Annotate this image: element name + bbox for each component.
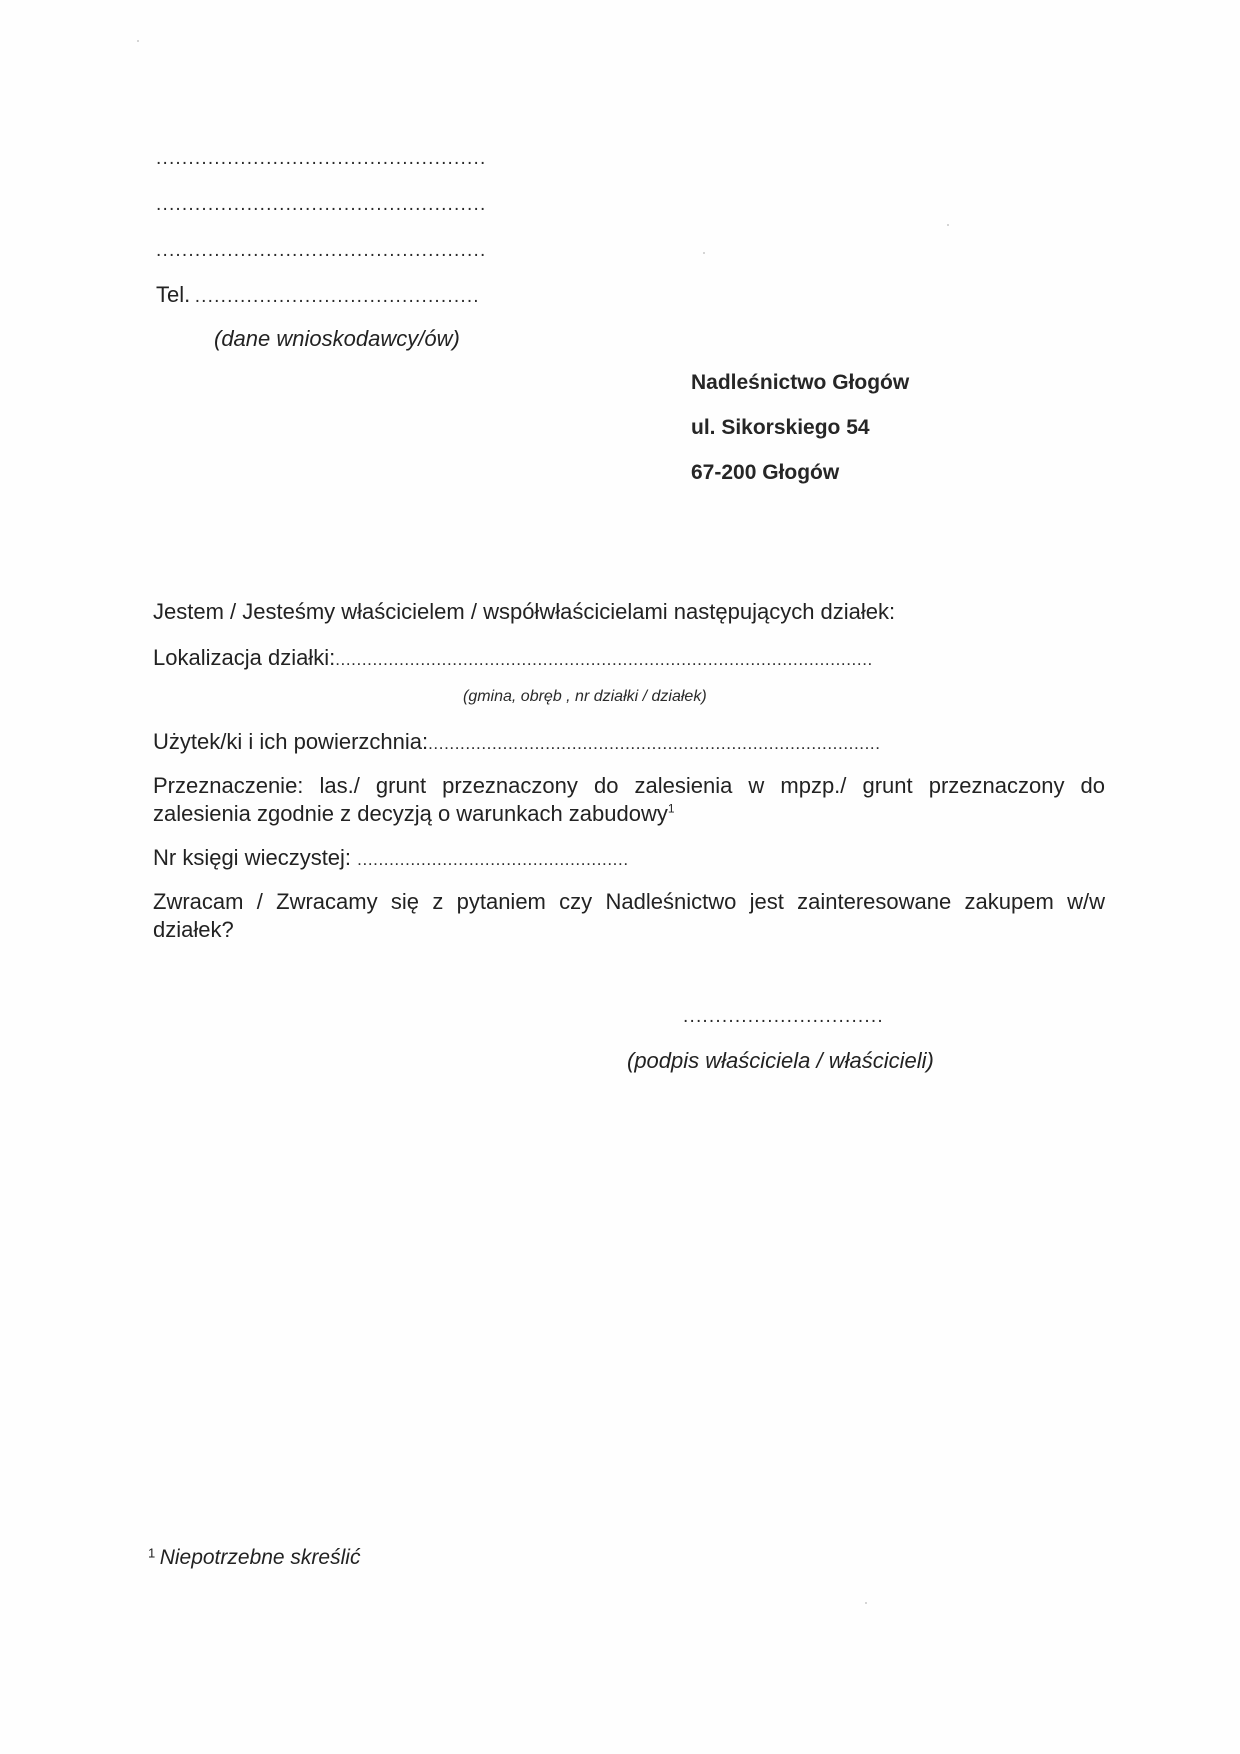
purchase-question: Zwracam / Zwracamy się z pytaniem czy Nadleśnictwo jest zainteresowane zakupem w/w działek?	[153, 889, 1105, 942]
purpose-paragraph	[153, 772, 1105, 828]
footnote	[148, 1546, 360, 1570]
land-register-dots[interactable]: ...................................................	[357, 850, 629, 869]
phone-field[interactable]	[156, 282, 480, 308]
scan-speck	[703, 252, 705, 254]
location-dots[interactable]: .....................................................................................................	[335, 650, 873, 669]
location-label: Lokalizacja działki:	[153, 645, 336, 670]
purpose-text: Przeznaczenie: las./ grunt przeznaczony do zalesienia w mpzp./ grunt przeznaczony do zalesienia zgodnie z decyzją o warunkach zabudowy	[153, 773, 1105, 826]
recipient-city: 67-200 Głogów	[691, 461, 840, 484]
recipient-street: ul. Sikorskiego 54	[691, 416, 870, 439]
scan-speck	[865, 1602, 867, 1604]
purpose-footnote-ref: 1	[667, 801, 675, 816]
applicant-line-3[interactable]: ...................................................	[156, 240, 487, 261]
land-use-label: Użytek/ki i ich powierzchnia:	[153, 729, 429, 754]
phone-dots[interactable]: ............................................	[194, 286, 480, 307]
scan-speck	[947, 224, 949, 226]
location-hint: (gmina, obręb , nr działki / działek)	[463, 688, 707, 705]
footnote-marker: 1	[148, 1545, 156, 1561]
applicant-line-2[interactable]: ...................................................	[156, 194, 487, 215]
land-register-field[interactable]	[153, 844, 629, 874]
signature-line[interactable]: ...............................	[683, 1006, 884, 1027]
applicant-caption: (dane wnioskodawcy/ów)	[214, 326, 460, 351]
recipient-name: Nadleśnictwo Głogów	[691, 371, 910, 394]
land-use-dots[interactable]: .....................................................................................	[428, 734, 881, 753]
land-register-label: Nr księgi wieczystej:	[153, 845, 352, 870]
phone-label: Tel.	[156, 282, 191, 307]
scan-speck	[137, 40, 139, 42]
location-field[interactable]	[153, 644, 873, 674]
ownership-intro: Jestem / Jesteśmy właścicielem / współwłaścicielami następujących działek:	[153, 599, 896, 624]
footnote-text: Niepotrzebne skreślić	[159, 1546, 361, 1569]
land-use-field[interactable]	[153, 728, 881, 758]
applicant-line-1[interactable]: ...................................................	[156, 148, 487, 169]
signature-caption: (podpis właściciela / właścicieli)	[627, 1048, 934, 1073]
